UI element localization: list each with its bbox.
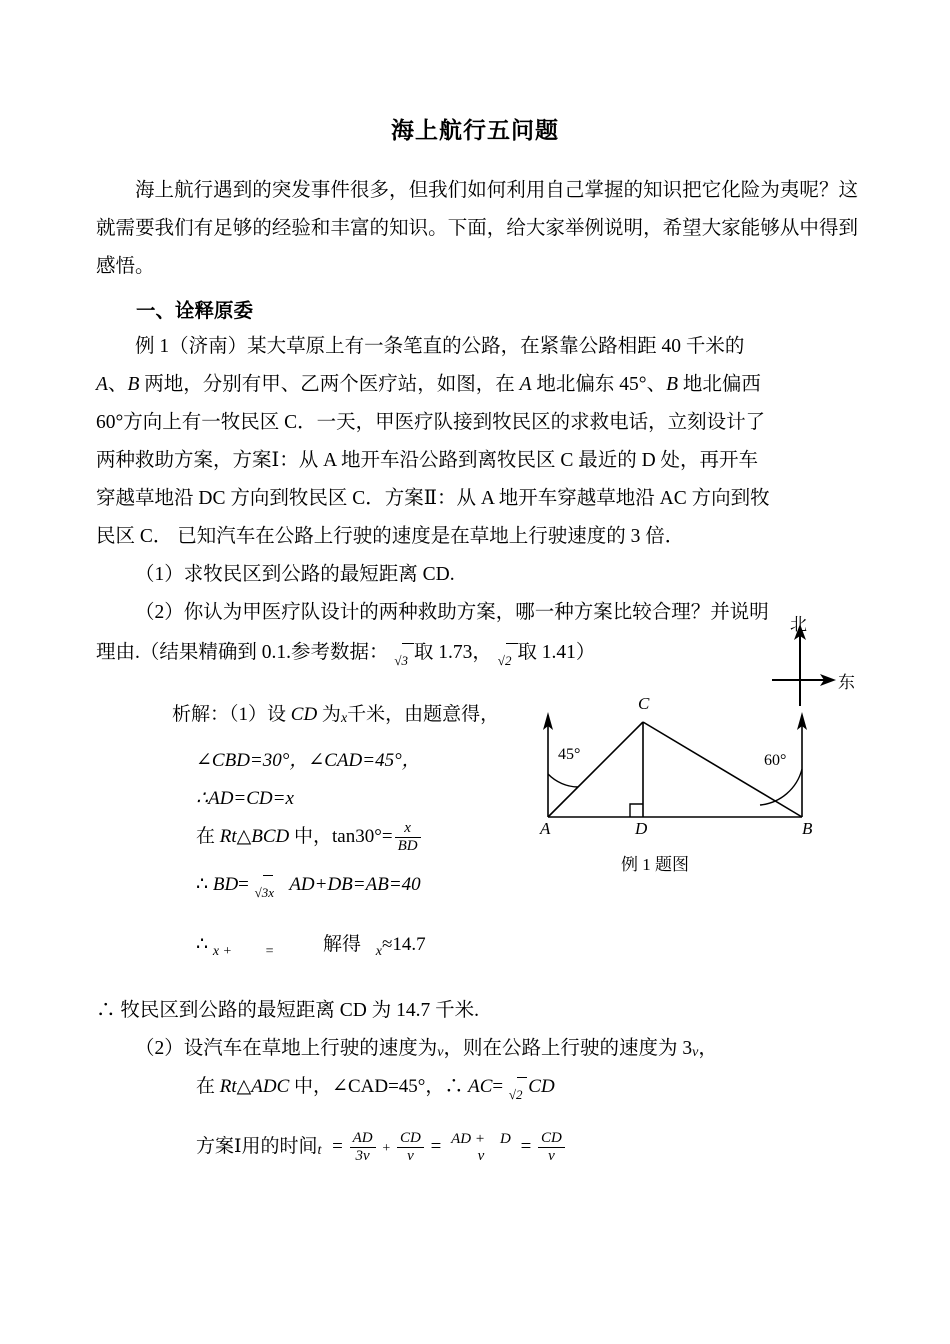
fraction-ad-over-3v: $\frac{AD}{3v}$: [350, 1130, 376, 1166]
page-title: 海上航行五问题: [391, 117, 559, 144]
solution-line-10: 方案Ⅰ用的时间t = $\frac{AD}{3v}$ + $\frac{CD}{v}$ = AD + D v = $\frac{CD}{v}$: [196, 1128, 567, 1170]
fraction-sum-over-v: AD + D v: [451, 1130, 511, 1164]
section-heading: 一、诠释原委: [136, 299, 254, 322]
solution-line-9: 在 Rt△ADC 中，∠CAD=45°，∴ AC= √ 2 CD: [196, 1068, 555, 1114]
label-a: A: [96, 374, 108, 395]
vertex-label-c: C: [638, 694, 650, 713]
intro-paragraph: 海上航行遇到的突发事件很多，但我们如何利用自己掌握的知识把它化险为夷呢？这就需要我们有足够的经验和丰富的知识。下面，给大家举例说明，希望大家能够从中得到感悟。: [96, 180, 858, 277]
question-2-continued: 理由.（结果精确到 0.1.参考数据： √ 3 取 1.73， √ 2 取 1.41）: [96, 634, 796, 680]
question-2: （2）你认为甲医疗队设计的两种救助方案，哪一种方案比较合理？并说明: [135, 602, 769, 623]
solution-line-6: ∴ $_{x +}$ $_=$ 解得 $_x$≈14.7: [196, 934, 426, 959]
solution-line-4: 在 Rt△BCD 中，tan30°= $\frac{x}{BD}$: [196, 818, 423, 856]
label-a2: A: [519, 374, 532, 395]
solution-line-2: ∠CBD=30°，∠CAD=45°，: [196, 750, 421, 771]
figure-caption: 例 1 题图: [621, 855, 689, 874]
fraction-x-over-bd: $\frac{x}{BD}$: [395, 820, 421, 856]
solution-line-8: （2）设汽车在草地上行驶的速度为v，则在公路上行驶的速度为 3v，: [135, 1038, 718, 1060]
label-b: B: [127, 374, 140, 395]
sqrt-3-icon: √ 3: [394, 642, 408, 680]
compass-north-label: 北: [790, 615, 807, 635]
problem-line-4: 两种救助方案，方案Ⅰ：从 A 地开车沿公路到离牧民区 C 最近的 D 处，再开车: [96, 450, 759, 471]
vertex-label-d: D: [635, 819, 648, 838]
compass-east-label: 东: [838, 673, 855, 693]
angle-label-b: 60°: [764, 752, 787, 769]
vertex-label-b: B: [802, 819, 813, 838]
sqrt-3x-icon: √ 3x: [255, 874, 274, 912]
solution-line-5: ∴ BD= √ 3x AD+DB=AB=40: [196, 866, 421, 912]
problem-line-1: 例 1（济南）某大草原上有一条笔直的公路，在紧靠公路相距 40 千米的: [135, 336, 745, 357]
problem-line-5: 穿越草地沿 DC 方向到牧民区 C．方案Ⅱ：从 A 地开车穿越草地沿 AC 方向到牧: [96, 488, 770, 509]
vertex-label-a: A: [540, 819, 551, 838]
solution-line-1: 析解：（1）设 CD 为x千米，由题意得，: [172, 704, 500, 726]
problem-line-3: 60°方向上有一牧民区 C．一天，甲医疗队接到牧民区的求救电话，立刻设计了: [96, 412, 766, 433]
sqrt-2-icon: √ 2: [498, 642, 512, 680]
sqrt-2-icon-2: √ 2: [509, 1076, 523, 1114]
problem-line-6: 民区 C． 已知汽车在公路上行驶的速度是在草地上行驶速度的 3 倍．: [96, 526, 685, 547]
angle-label-a: 45°: [558, 746, 581, 763]
question-1: （1）求牧民区到公路的最短距离 CD.: [135, 564, 455, 585]
solution-line-3: ∴AD=CD=x: [196, 788, 294, 809]
fraction-cd-over-v: $\frac{CD}{v}$: [397, 1130, 424, 1166]
problem-line-2: A、B 两地，分别有甲、乙两个医疗站，如图，在 A 地北偏东 45°、B 地北偏西: [96, 374, 761, 395]
label-b2: B: [666, 374, 679, 395]
solution-line-7: ∴ 牧民区到公路的最短距离 CD 为 14.7 千米.: [96, 1000, 479, 1021]
fraction-cd-over-v-2: $\frac{CD}{v}$: [538, 1130, 565, 1166]
